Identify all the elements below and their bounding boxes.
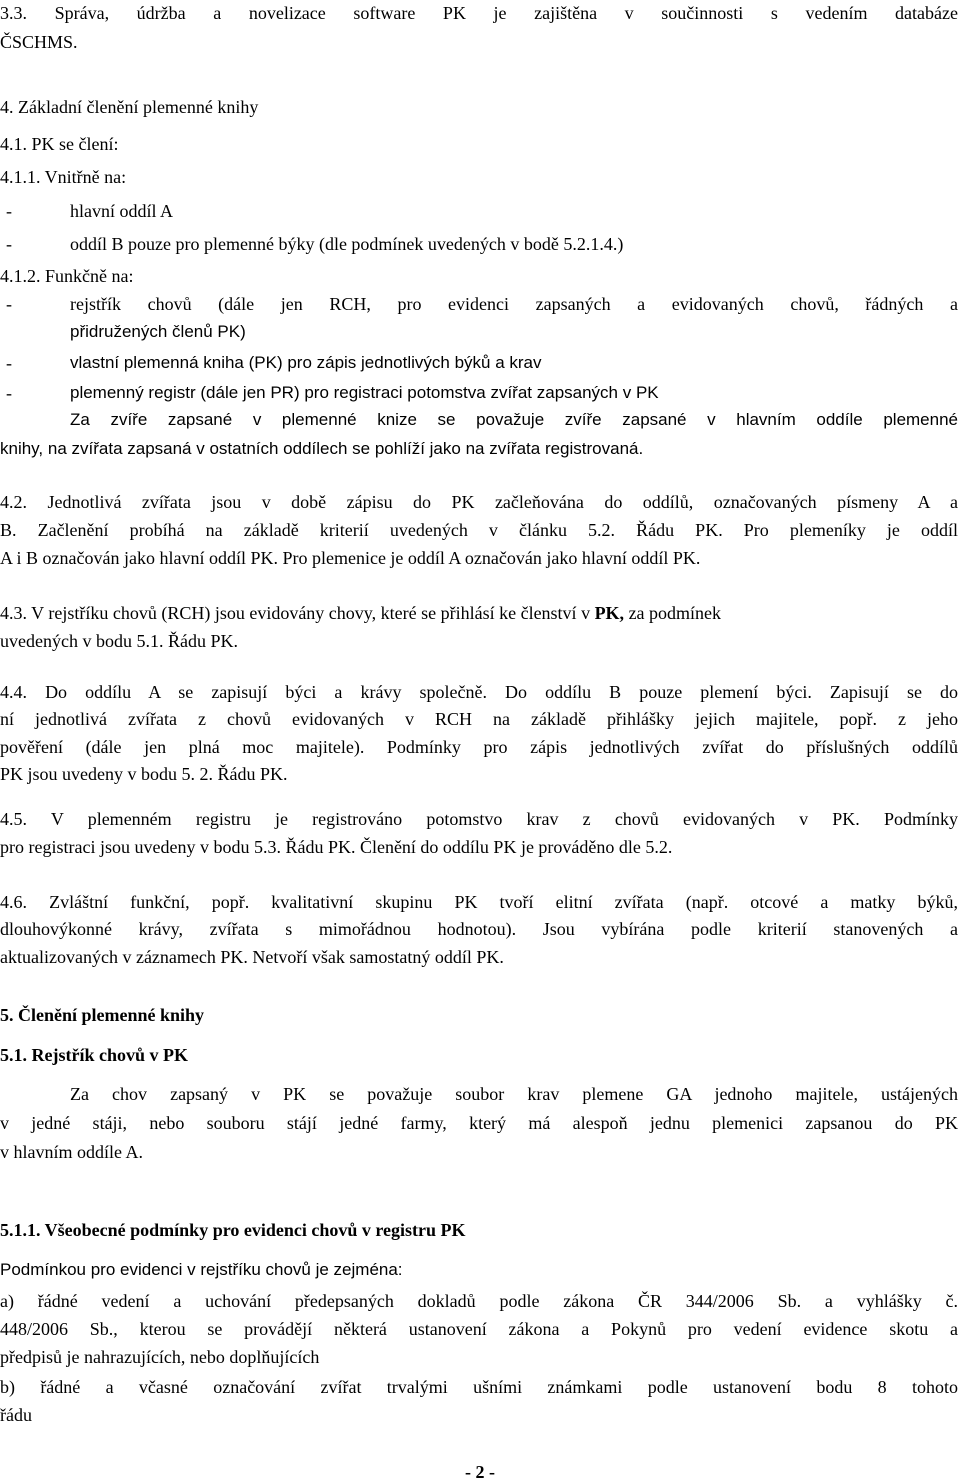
subsection-4-1-1: 4.1.1. Vnitřně na: bbox=[0, 167, 127, 187]
paragraph-5-1-1-intro: Podmínkou pro evidenci v rejstříku chovů je zejména: bbox=[0, 1260, 403, 1279]
list-item-pr: plemenný registr (dále jen PR) pro registraci potomstva zvířat zapsaných v PK bbox=[70, 383, 659, 402]
paragraph-4-2-line-2: B. Začlenění probíhá na základě kriterií uvedených v článku 5.2. Řádu PK. Pro plemeníky je oddíl bbox=[0, 520, 958, 540]
paragraph-5-1-line-1: Za chov zapsaný v PK se považuje soubor krav plemene GA jednoho majitele, ustájených bbox=[70, 1084, 958, 1104]
subsection-4-1: 4.1. PK se člení: bbox=[0, 134, 119, 154]
paragraph-5-1-line-2: v jedné stáji, nebo souboru stájí jedné farmy, který má alespoň jednu plemenici zapsanou do PK bbox=[0, 1113, 958, 1133]
item-b-line-1: b) řádné a včasné označování zvířat trvalými ušními známkami podle ustanovení bodu 8 tohoto bbox=[0, 1377, 958, 1397]
page-number: - 2 - bbox=[465, 1462, 495, 1482]
paragraph-4-2-line-1: 4.2. Jednotlivá zvířata jsou v době zápisu do PK začleňována do oddílů, označovaných písmeny A a bbox=[0, 492, 958, 512]
paragraph-4-3-line-2: uvedených v bodu 5.1. Řádu PK. bbox=[0, 631, 238, 651]
item-b-line-2: řádu bbox=[0, 1405, 32, 1425]
section-5-heading: 5. Členění plemenné knihy bbox=[0, 1005, 205, 1025]
list-item-pk: vlastní plemenná kniha (PK) pro zápis jednotlivých býků a krav bbox=[70, 353, 542, 372]
paragraph-zvire-line-2: knihy, na zvířata zapsaná v ostatních oddílech se pohlíží jako na zvířata registrovaná. bbox=[0, 439, 644, 458]
bullet-dash: - bbox=[6, 294, 12, 314]
paragraph-4-4-line-4: PK jsou uvedeny v bodu 5. 2. Řádu PK. bbox=[0, 764, 288, 784]
list-item-oddil-a: hlavní oddíl A bbox=[70, 201, 173, 221]
section-4-heading: 4. Základní členění plemenné knihy bbox=[0, 97, 259, 117]
subsection-5-1-heading: 5.1. Rejstřík chovů v PK bbox=[0, 1045, 188, 1065]
paragraph-4-3-text: 4.3. V rejstříku chovů (RCH) jsou evidovány chovy, které se přihlásí ke členství v bbox=[0, 603, 591, 623]
paragraph-4-6-line-2: dlouhovýkonné krávy, zvířata s mimořádnou hodnotou). Jsou vybírána podle kriterií stanovených a bbox=[0, 919, 958, 939]
paragraph-4-6-line-3: aktualizovaných v záznamech PK. Netvoří však samostatný oddíl PK. bbox=[0, 947, 504, 967]
paragraph-4-5-line-2: pro registraci jsou uvedeny v bodu 5.3. Řádu PK. Členění do oddílu PK je prováděno dle 5.2. bbox=[0, 837, 673, 857]
paragraph-4-4-line-1: 4.4. Do oddílu A se zapisují býci a krávy společně. Do oddílu B pouze plemení býci. Zapisují se do bbox=[0, 682, 958, 702]
bullet-dash: - bbox=[6, 201, 12, 221]
paragraph-3-3-line-2: ČSCHMS. bbox=[0, 32, 78, 52]
paragraph-4-3-line-1 bbox=[0, 602, 721, 624]
paragraph-4-5-line-1: 4.5. V plemenném registru je registrováno potomstvo krav z chovů evidovaných v PK. Podmínky bbox=[0, 809, 958, 829]
bullet-dash: - bbox=[6, 383, 12, 403]
list-item-rch-line-2: přidružených členů PK) bbox=[70, 322, 246, 341]
paragraph-3-3-line-1: 3.3. Správa, údržba a novelizace software PK je zajištěna v součinnosti s vedením databáze bbox=[0, 3, 958, 23]
paragraph-4-2-line-3: A i B označován jako hlavní oddíl PK. Pro plemenice je oddíl A označován jako hlavní oddíl PK. bbox=[0, 548, 701, 568]
paragraph-5-1-line-3: v hlavním oddíle A. bbox=[0, 1142, 143, 1162]
item-a-line-1: a) řádné vedení a uchování předepsaných dokladů podle zákona ČR 344/2006 Sb. a vyhlášky č. bbox=[0, 1291, 958, 1311]
paragraph-4-3-tail: za podmínek bbox=[628, 603, 722, 623]
item-a-line-3: předpisů je nahrazujících, nebo doplňujících bbox=[0, 1347, 320, 1367]
paragraph-4-6-line-1: 4.6. Zvláštní funkční, popř. kvalitativní skupinu PK tvoří elitní zvířata (např. otcové a matky býků, bbox=[0, 892, 958, 912]
paragraph-4-4-line-3: pověření (dále jen plná moc majitele). Podmínky pro zápis jednotlivých zvířat do příslušných oddílů bbox=[0, 737, 958, 757]
list-item-rch-line-1: rejstřík chovů (dále jen RCH, pro evidenci zapsaných a evidovaných chovů, řádných a bbox=[70, 294, 958, 314]
paragraph-zvire-line-1: Za zvíře zapsané v plemenné knize se považuje zvíře zapsané v hlavním oddíle plemenné bbox=[70, 410, 958, 429]
paragraph-4-4-line-2: ní jednotlivá zvířata z chovů evidovaných v RCH na základě přihlášky jejich majitele, popř. z jeho bbox=[0, 709, 958, 729]
bullet-dash: - bbox=[6, 353, 12, 373]
subsection-5-1-1-heading: 5.1.1. Všeobecné podmínky pro evidenci chovů v registru PK bbox=[0, 1220, 466, 1240]
paragraph-4-3-bold: PK, bbox=[594, 603, 625, 623]
subsection-4-1-2: 4.1.2. Funkčně na: bbox=[0, 266, 134, 286]
bullet-dash: - bbox=[6, 234, 12, 254]
list-item-oddil-b: oddíl B pouze pro plemenné býky (dle podmínek uvedených v bodě 5.2.1.4.) bbox=[70, 234, 624, 254]
item-a-line-2: 448/2006 Sb., kterou se provádějí některá ustanovení zákona a Pokynů pro vedení evidence skotu a bbox=[0, 1319, 958, 1339]
